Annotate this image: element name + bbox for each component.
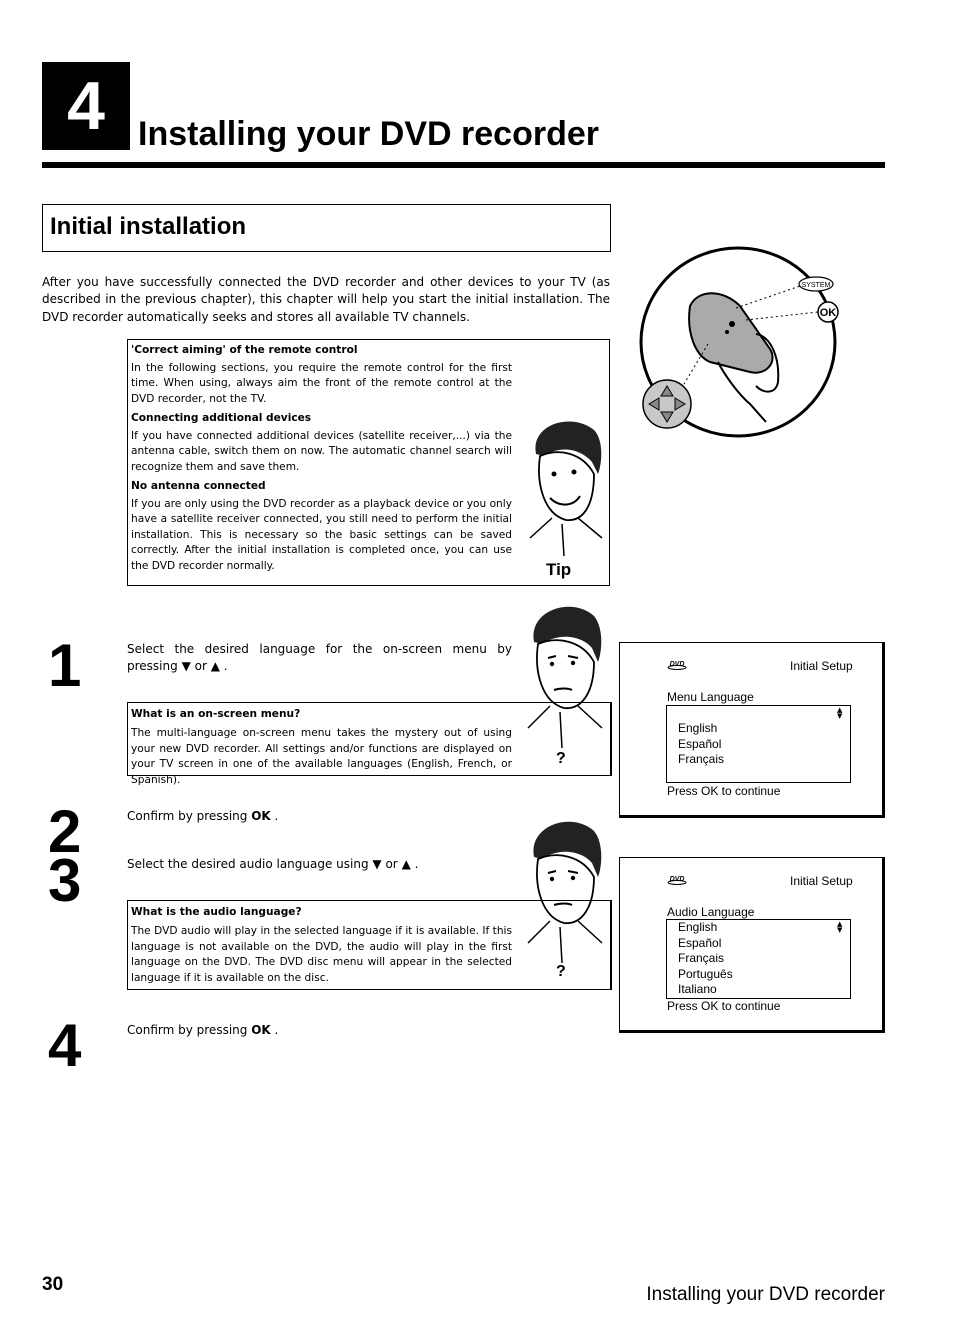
screen2-footer: Press OK to continue bbox=[667, 999, 781, 1013]
up-arrow-icon: ▲ bbox=[210, 659, 220, 673]
screen-menu-language bbox=[619, 642, 885, 818]
tip-label: Tip bbox=[546, 560, 572, 579]
screen2-header: Initial Setup bbox=[790, 874, 853, 888]
list-item-english[interactable]: English bbox=[678, 721, 718, 735]
list-scroll-arrows-icon-2: ▲ ▼ bbox=[837, 920, 843, 934]
screen2-label: Audio Language bbox=[667, 905, 755, 919]
down-arrow-icon: ▼ bbox=[372, 857, 382, 871]
step-text-3: Select the desired audio language using ▼ or ▲ . bbox=[127, 857, 419, 871]
tip-content bbox=[131, 343, 512, 574]
step-text-1: Select the desired language for the on-screen menu by pressing ▼ or ▲ . bbox=[127, 642, 512, 673]
tip-heading-aiming: 'Correct aiming' of the remote control bbox=[131, 344, 358, 356]
intro-paragraph: After you have successfully connected the DVD recorder and other devices to your TV (as described in the previous chapter), this chapter will help you start the initial installation. The DVD recorder automatically seeks and stores all available TV channels. bbox=[42, 275, 610, 324]
ok-button-label: OK bbox=[819, 307, 837, 319]
info-title-audio-language: What is the audio language? bbox=[131, 906, 302, 918]
footer-title: Installing your DVD recorder bbox=[646, 1284, 885, 1305]
tip-heading-devices: Connecting additional devices bbox=[131, 412, 312, 424]
step-number-3: 3 bbox=[48, 847, 82, 914]
chapter-number: 4 bbox=[42, 62, 130, 150]
menu-language-list[interactable] bbox=[666, 705, 851, 783]
remote-control-illustration bbox=[638, 244, 846, 444]
tip-text-no-antenna: If you are only using the DVD recorder as a playback device or you only have a satellite receiver connected, you still need to perform the initial installation. This is necessary so the basic settings can be saved correctly. After the initial installation is completed once, you can use the DVD recorder normally. bbox=[131, 497, 512, 572]
list-item-francais[interactable]: Français bbox=[678, 752, 725, 766]
up-arrow-icon: ▲ bbox=[401, 857, 411, 871]
screen1-header: Initial Setup bbox=[790, 659, 853, 673]
list-item-italiano[interactable]: Italiano bbox=[678, 982, 717, 996]
system-button-label: SYSTEM bbox=[801, 282, 831, 289]
info-text-audio-language: The DVD audio will play in the selected language if it is available. If this language is not available on the DVD, the audio will play in the first language on the DVD. The DVD disc menu will appear in the selected language if it is available on the disc. bbox=[131, 925, 512, 985]
dvd-logo-icon bbox=[667, 660, 687, 670]
tip-text-devices: If you have connected additional devices (satellite receiver,...) via the antenna cable, switch them on now. The automatic channel search will recognize them and save them. bbox=[131, 429, 512, 473]
tip-heading-no-antenna: No antenna connected bbox=[131, 480, 266, 492]
info-text-onscreen-menu: The multi-language on-screen menu takes the mystery out of using your new DVD recorder. All settings and/or functions are displayed on your TV screen in one of the available languages (English, French, or Spanish). bbox=[131, 727, 512, 787]
step-number-4: 4 bbox=[48, 1012, 82, 1079]
step-number-1: 1 bbox=[48, 632, 82, 699]
down-arrow-icon: ▼ bbox=[181, 659, 191, 673]
list-item-espanol-2[interactable]: Español bbox=[678, 936, 722, 950]
audio-language-list[interactable] bbox=[666, 919, 851, 999]
step-number-2: 2 bbox=[48, 798, 82, 865]
info-title-onscreen-menu: What is an on-screen menu? bbox=[131, 708, 301, 720]
tip-text-aiming: In the following sections, you require the remote control for the first time. When using, always aim the front of the remote control at the DVD recorder, not the TV. bbox=[131, 361, 512, 405]
ok-key-label-2: OK bbox=[251, 1023, 271, 1037]
screen1-label: Menu Language bbox=[667, 690, 754, 704]
svg-text:DVD: DVD bbox=[669, 661, 685, 668]
question-mark-1: ? bbox=[556, 750, 566, 767]
page-number: 30 bbox=[42, 1274, 64, 1295]
screen1-footer: Press OK to continue bbox=[667, 784, 781, 798]
list-item-espanol[interactable]: Español bbox=[678, 737, 722, 751]
list-item-francais-2[interactable]: Français bbox=[678, 951, 725, 965]
step-text-2: Confirm by pressing OK . bbox=[127, 809, 279, 823]
screen-audio-language bbox=[619, 857, 885, 1033]
chapter-rule bbox=[42, 162, 885, 168]
dvd-logo-icon-2 bbox=[667, 875, 687, 885]
chapter-title: Installing your DVD recorder bbox=[138, 115, 599, 153]
question-mark-2: ? bbox=[556, 963, 566, 980]
list-scroll-arrows-icon: ▲ ▼ bbox=[837, 706, 843, 720]
ok-key-label: OK bbox=[251, 809, 271, 823]
cartoon-man-smiling-icon bbox=[522, 414, 608, 556]
section-title: Initial installation bbox=[50, 213, 247, 240]
list-item-english-2[interactable]: English bbox=[678, 920, 718, 934]
step-text-4: Confirm by pressing OK . bbox=[127, 1023, 279, 1037]
svg-text:DVD: DVD bbox=[669, 876, 685, 883]
list-item-portugues[interactable]: Português bbox=[678, 967, 733, 981]
